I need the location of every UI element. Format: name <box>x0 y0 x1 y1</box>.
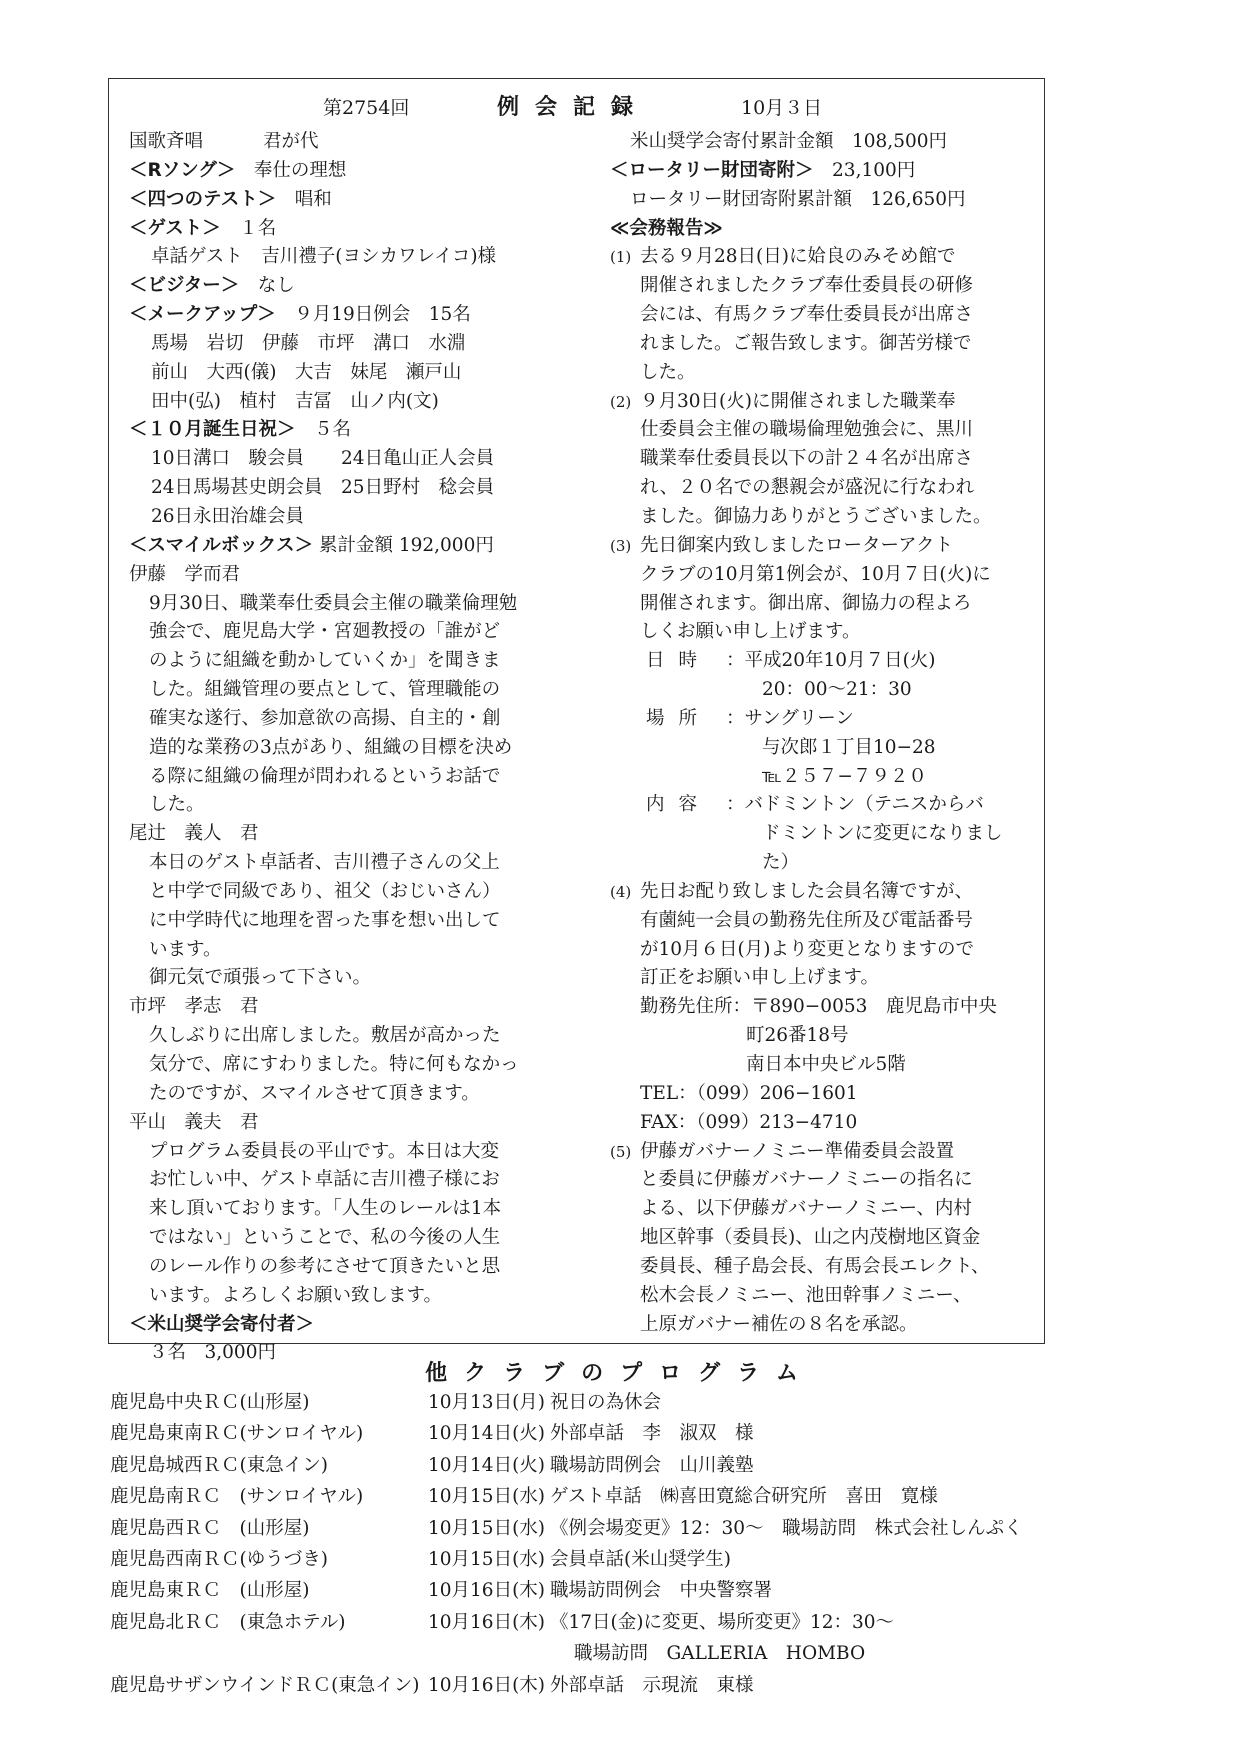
program-desc: 職場訪問例会 中央警察署 <box>550 1580 773 1602</box>
record-header <box>109 93 1044 127</box>
rotary-line <box>610 157 1040 186</box>
makeup-label: ＜メークアップ＞ <box>129 304 276 326</box>
smile-entry-line: した。組織管理の要点として、管理職能の <box>149 679 501 701</box>
program-row <box>110 1575 1120 1606</box>
report-line: した。 <box>640 361 696 383</box>
program-desc: 会員卓話(米山奨学生) <box>550 1548 731 1570</box>
makeup-line <box>129 301 584 330</box>
report-line: 去る９月28日(日)に姶良のみそめ館で <box>640 246 956 268</box>
schedule-content-key: 内容 <box>646 794 712 816</box>
smile-entry-line: お忙しい中、ゲスト卓話に吉川禮子様にお <box>149 1169 500 1191</box>
smile-entry-line: 9月30日、職業奉仕委員会主催の職業倫理勉 <box>149 592 518 614</box>
schedule-content <box>610 791 1040 878</box>
report-line: 仕委員会主催の職場倫理勉強会に、黒川 <box>640 419 974 441</box>
work-fax: FAX：（099）213−4710 <box>640 1111 858 1133</box>
report-marker: (4) <box>610 882 632 901</box>
report-item-5 <box>610 1138 1040 1340</box>
smile-entry-line: のレール作りの参考にさせて頂きたいと思 <box>149 1255 501 1277</box>
smile-entry-line: います。 <box>149 938 222 960</box>
program-desc: 《17日(金)に変更、場所変更》12：30〜 <box>550 1611 895 1633</box>
program-date: 10月14日(火) <box>428 1423 546 1445</box>
smile-entry-line: たのですが、スマイルさせて頂きます。 <box>149 1082 480 1104</box>
schedule-date-key: 日時 <box>646 650 712 672</box>
report-line: が10月６日(月)より変更となりますので <box>640 938 974 960</box>
smile-entry-line: 強会で、鹿児島大学・宮廻教授の「誰がど <box>149 621 501 643</box>
program-row <box>110 1450 1120 1481</box>
program-desc: 《例会場変更》12：30〜 職場訪問 株式会社しんぷく <box>550 1517 1023 1539</box>
anthem-line <box>129 128 584 157</box>
smile-entry-line: のように組織を動かしていくか」を聞きま <box>149 650 501 672</box>
record-title: 例会記録 <box>497 95 650 120</box>
report-item-2 <box>610 388 1040 532</box>
work-address-building: 南日本中央ビル5階 <box>746 1054 906 1075</box>
smile-line <box>129 532 584 561</box>
smile-entry-line: る際に組織の倫理が問われるというお話で <box>149 765 501 787</box>
report-marker: (3) <box>610 536 632 555</box>
work-tel: TEL：（099）206−1601 <box>640 1082 858 1104</box>
report-line: ９月30日(火)に開催されました職業奉 <box>640 390 956 412</box>
smile-entry-line: ではない」ということで、私の今後の人生 <box>149 1227 501 1249</box>
program-desc: 職場訪問例会 山川義塾 <box>550 1454 754 1476</box>
work-address: 勤務先住所：〒890−0053 鹿児島市中央 <box>640 996 997 1018</box>
smile-entry-line: と中学で同級であり、祖父（おじいさん） <box>149 880 501 902</box>
program-date: 10月16日(木) <box>428 1611 546 1633</box>
report-marker: (1) <box>610 248 632 267</box>
smile-entry <box>129 820 584 993</box>
report-line: 委員長、種子島会長、有馬会長エレクト、 <box>640 1255 990 1277</box>
smile-entry-name: 尾辻 義人 君 <box>129 823 259 845</box>
makeup-names-2: 前山 大西(儀) 大吉 妹尾 瀬戸山 <box>151 361 462 383</box>
smile-entry-line: 気分で、席にすわりました。特に何もなかっ <box>149 1054 519 1075</box>
rsong-label: ＜Rソング＞ <box>129 159 236 181</box>
report-line: 先日お配り致しました会員名簿ですが、 <box>640 880 974 902</box>
smile-entry-line: 久しぶりに出席しました。敷居が高かった <box>149 1025 501 1047</box>
program-club: 鹿児島北ＲＣ (東急ホテル) <box>110 1611 346 1633</box>
other-clubs-title: 他クラブのプログラム <box>425 1361 815 1386</box>
program-date: 10月16日(木) <box>428 1580 546 1602</box>
report-line: と委員に伊藤ガバナーノミニーの指名に <box>640 1169 973 1191</box>
program-desc: 祝日の為休会 <box>550 1392 662 1413</box>
program-row <box>110 1513 1120 1544</box>
report-item-1 <box>610 243 1040 387</box>
report-marker: (5) <box>610 1142 632 1161</box>
anthem-value: 君が代 <box>263 131 319 152</box>
birthday-names-3: 26日永田治雄会員 <box>151 505 305 527</box>
schedule-place-value: ：サングリーン <box>726 707 854 729</box>
smile-entry-line: に中学時代に地理を習った事を想い出して <box>149 909 501 931</box>
birthday-names-1: 10日溝口 駿会員 24日亀山正人会員 <box>151 448 495 470</box>
smile-entry <box>129 561 584 821</box>
smile-entry-name: 市坪 孝志 君 <box>129 996 259 1018</box>
anthem-label: 国歌斉唱 <box>129 131 204 152</box>
reports-heading <box>610 215 1040 244</box>
program-date: 10月15日(水) <box>428 1517 546 1539</box>
yoneyama-total: 米山奨学会寄付累計金額 108,500円 <box>630 131 948 152</box>
makeup-value: ９月19日例会 15名 <box>294 304 471 326</box>
program-date: 10月16日(木) <box>428 1674 546 1696</box>
program-desc: 職場訪問 GALLERIA HOMBO <box>574 1643 866 1665</box>
schedule-content-line: ドミントンに変更になりまし <box>762 823 1003 845</box>
report-line: 地区幹事（委員長)、山之内茂樹地区資金 <box>640 1227 981 1249</box>
rotary-value: 23,100円 <box>832 159 916 181</box>
schedule-content-line: た） <box>762 852 800 874</box>
birthday-label: ＜１０月誕生日祝＞ <box>129 419 296 441</box>
other-clubs-program <box>110 1387 1120 1701</box>
smile-entry-line: 造的な業務の3点があり、組織の目標を決め <box>149 736 513 758</box>
program-row <box>110 1638 1120 1669</box>
program-date: 10月15日(水) <box>428 1548 546 1570</box>
schedule-place-key: 場所 <box>646 707 712 729</box>
report-line: 松木会長ノミニー、池田幹事ノミニー、 <box>640 1284 972 1306</box>
smile-entry-line: 本日のゲスト卓話者、吉川禮子さんの父上 <box>149 852 500 874</box>
guest-label: ＜ゲスト＞ <box>129 217 221 239</box>
program-club: 鹿児島南ＲＣ (サンロイヤル) <box>110 1486 364 1508</box>
rsong-value: 奉仕の理想 <box>253 159 347 181</box>
smile-entry-line: 来し頂いております。「人生のレールは1本 <box>149 1198 502 1220</box>
smile-entry-line: プログラム委員長の平山です。本日は大変 <box>149 1140 499 1162</box>
meeting-number: 第2754回 <box>323 97 410 119</box>
report-line: 有薗純一会員の勤務先住所及び電話番号 <box>640 909 974 931</box>
smile-label: ＜スマイルボックス＞ <box>129 534 314 556</box>
schedule-content-value: ：バドミントン（テニスからバ <box>726 794 984 816</box>
program-desc: 外部卓話 李 淑双 様 <box>550 1423 754 1445</box>
program-row <box>110 1670 1120 1701</box>
report-line: 伊藤ガバナーノミニー準備委員会設置 <box>640 1140 955 1162</box>
reports-label: ≪会務報告≫ <box>610 217 723 239</box>
report-line: よる、以下伊藤ガバナーノミニー、内村 <box>640 1198 972 1220</box>
meeting-record-box <box>108 78 1045 1364</box>
guest-value: １名 <box>239 217 277 239</box>
birthday-line <box>129 416 584 445</box>
program-desc: ゲスト卓話 ㈱喜田寛総合研究所 喜田 寛様 <box>550 1486 938 1508</box>
report-item-3 <box>610 532 1040 647</box>
program-row <box>110 1544 1120 1575</box>
program-row <box>110 1387 1120 1418</box>
report-line: れました。ご報告致します。御苦労様で <box>640 332 972 354</box>
program-club: 鹿児島東ＲＣ (山形屋) <box>110 1580 310 1602</box>
program-date: 10月14日(火) <box>428 1454 546 1476</box>
program-row <box>110 1607 1120 1638</box>
makeup-names-1: 馬場 岩切 伊藤 市坪 溝口 水淵 <box>151 332 466 354</box>
smile-value: 累計金額 192,000円 <box>318 534 494 556</box>
smile-entry-line: した。 <box>149 794 205 816</box>
report-line: ました。御協力ありがとうございました。 <box>640 505 992 527</box>
left-column <box>129 128 584 1368</box>
schedule-place-address: 与次郎１丁目10−28 <box>762 736 936 758</box>
fourtest-value: 唱和 <box>294 188 332 210</box>
right-column <box>610 128 1040 1339</box>
schedule-place <box>610 705 1040 792</box>
smile-entry-name: 伊藤 学而君 <box>129 563 241 585</box>
program-club: 鹿児島西南ＲＣ(ゆうづき) <box>110 1548 328 1570</box>
smile-entry <box>129 1109 584 1311</box>
meeting-date: 10月３日 <box>741 97 823 119</box>
rotary-total: ロータリー財団寄附累計額 126,650円 <box>630 188 966 210</box>
smile-entry <box>129 993 584 1108</box>
report-line: 開催されます。御出席、御協力の程よろ <box>640 592 972 614</box>
program-desc: 外部卓話 示現流 東様 <box>550 1674 754 1696</box>
smile-entry-line: 御元気で頑張って下さい。 <box>149 967 372 989</box>
program-date: 10月15日(水) <box>428 1486 546 1508</box>
birthday-value: ５名 <box>314 419 352 441</box>
smile-entry-line: 確実な遂行、参加意欲の高揚、自主的・創 <box>149 707 501 729</box>
visitor-label: ＜ビジター＞ <box>129 275 240 297</box>
report-line: 職業奉仕委員長以下の計２４名が出席さ <box>640 448 974 470</box>
rsong-line <box>129 157 584 186</box>
report-line: 上原ガバナー補佐の８名を承認。 <box>640 1313 918 1335</box>
birthday-names-2: 24日馬場甚史朗会員 25日野村 稔会員 <box>151 477 495 499</box>
schedule-date <box>610 647 1040 705</box>
report-line: れ、２０名での懇親会が盛況に行なわれ <box>640 477 975 499</box>
yoneyama-value: ３名 3,000円 <box>149 1342 276 1364</box>
report-item-4 <box>610 878 1040 1138</box>
report-line: 会には、有馬クラブ奉仕委員長が出席さ <box>640 304 974 326</box>
guest-line <box>129 215 584 244</box>
program-date: 10月13日(月) <box>428 1392 546 1413</box>
report-line: しくお願い申し上げます。 <box>640 621 861 643</box>
program-club: 鹿児島中央ＲＣ(山形屋) <box>110 1392 310 1413</box>
makeup-names-3: 田中(弘) 植村 吉冨 山ノ内(文) <box>151 390 439 412</box>
guest-detail: 卓話ゲスト 吉川禮子(ヨシカワレイコ)様 <box>151 246 497 268</box>
report-marker: (2) <box>610 392 632 411</box>
program-club: 鹿児島サザンウインドＲＣ(東急イン) <box>110 1674 420 1696</box>
report-line: クラブの10月第1例会が、10月７日(火)に <box>640 563 991 585</box>
smile-entry-line: います。よろしくお願い致します。 <box>149 1284 443 1306</box>
report-line: 訂正をお願い申し上げます。 <box>640 967 880 989</box>
fourtest-label: ＜四つのテスト＞ <box>129 188 277 210</box>
program-row <box>110 1481 1120 1512</box>
schedule-place-tel: ℡２５７−７９２０ <box>762 765 927 787</box>
work-address-cont: 町26番18号 <box>746 1025 849 1047</box>
program-club: 鹿児島東南ＲＣ(サンロイヤル) <box>110 1423 364 1445</box>
rotary-label: ＜ロータリー財団寄附＞ <box>610 159 814 181</box>
yoneyama-label-line <box>129 1311 584 1340</box>
program-club: 鹿児島西ＲＣ (山形屋) <box>110 1517 310 1539</box>
schedule-date-time: 20：00〜21：30 <box>762 679 912 701</box>
report-line: 開催されましたクラブ奉仕委員長の研修 <box>640 275 974 297</box>
yoneyama-label: ＜米山奨学会寄付者＞ <box>129 1313 315 1335</box>
program-row <box>110 1418 1120 1449</box>
report-line: 先日御案内致しましたローターアクト <box>640 534 954 556</box>
fourtest-line <box>129 186 584 215</box>
visitor-line <box>129 272 584 301</box>
smile-entry-name: 平山 義夫 君 <box>129 1111 259 1133</box>
program-club: 鹿児島城西ＲＣ(東急イン) <box>110 1454 328 1476</box>
visitor-value: なし <box>257 275 295 297</box>
schedule-date-value: ：平成20年10月７日(火) <box>726 650 936 672</box>
